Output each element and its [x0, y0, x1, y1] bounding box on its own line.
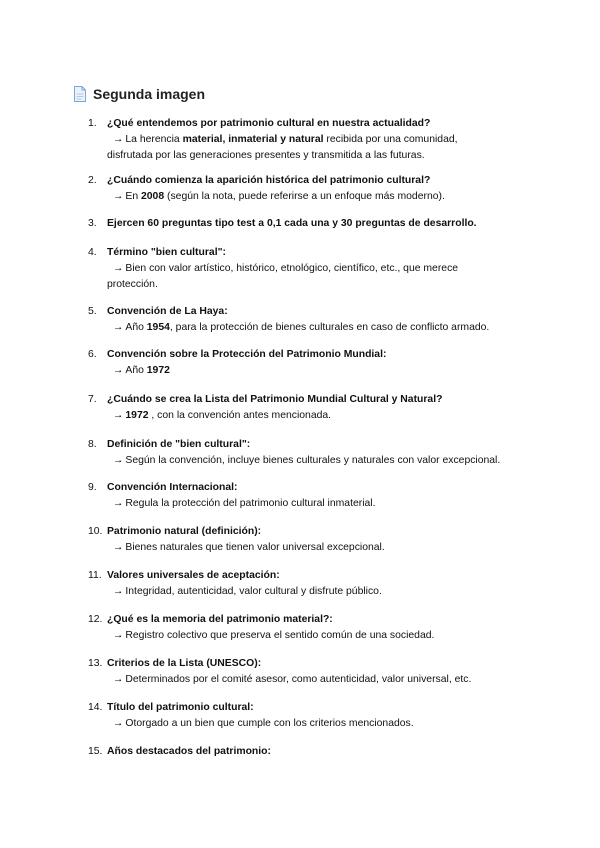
list-item	[0, 744, 460, 760]
question-text: Término "bien cultural":	[107, 247, 226, 258]
answer-segment: Otorgado a un bien que cumple con los criterios mencionados.	[125, 718, 414, 729]
answer-highlight: 1972	[146, 365, 170, 376]
answer-segment: Registro colectivo que preserva el sentido común de una sociedad.	[125, 630, 435, 641]
list-item	[0, 437, 501, 469]
item-body	[107, 304, 527, 336]
arrow-right-icon: →	[113, 191, 124, 202]
answer-text	[107, 584, 527, 600]
answer-segment: , con la convención antes mencionada.	[148, 410, 332, 421]
question-text: Valores universales de aceptación:	[107, 570, 280, 581]
answer-text	[107, 363, 527, 379]
answer-continuation: protección.	[107, 279, 158, 290]
arrow-right-icon: →	[113, 263, 124, 274]
answer-segment: Año	[125, 365, 147, 376]
arrow-right-icon: →	[113, 134, 124, 145]
item-body	[107, 437, 527, 469]
arrow-right-icon: →	[113, 365, 124, 376]
answer-text	[107, 408, 527, 424]
answer-segment: Bienes naturales que tienen valor universal excepcional.	[125, 542, 385, 553]
question-text: Convención sobre la Protección del Patrimonio Mundial:	[107, 349, 387, 360]
item-body	[107, 656, 527, 688]
item-body	[107, 612, 527, 644]
list-item	[0, 480, 460, 512]
question-text: Convención de La Haya:	[107, 306, 228, 317]
list-item	[0, 216, 477, 232]
list-item	[0, 612, 460, 644]
arrow-right-icon: →	[113, 542, 124, 553]
item-number: 3.	[88, 218, 97, 229]
item-body	[107, 700, 527, 732]
answer-segment: (según la nota, puede referirse a un enfoque más moderno).	[164, 191, 445, 202]
answer-text	[107, 189, 527, 205]
answer-segment: Determinados por el comité asesor, como autenticidad, valor universal, etc.	[125, 674, 472, 685]
answer-text	[107, 320, 527, 336]
item-number: 11.	[88, 570, 102, 581]
question-text: ¿Cuándo comienza la aparición histórica del patrimonio cultural?	[107, 175, 431, 186]
item-body	[107, 245, 527, 293]
list-item	[0, 656, 472, 688]
item-body	[107, 392, 527, 424]
answer-highlight: 1954	[146, 322, 170, 333]
item-number: 1.	[88, 118, 97, 129]
item-body	[107, 744, 527, 760]
question-text: ¿Qué entendemos por patrimonio cultural en nuestra actualidad?	[107, 118, 431, 129]
answer-text	[107, 453, 527, 469]
answer-text	[107, 261, 527, 277]
document-icon	[73, 86, 87, 102]
item-number: 2.	[88, 175, 97, 186]
answer-segment: recibida por una comunidad,	[323, 134, 458, 145]
arrow-right-icon: →	[113, 586, 124, 597]
item-body	[107, 524, 527, 556]
answer-segment: Según la convención, incluye bienes culturales y naturales con valor excepcional.	[125, 455, 501, 466]
question-text: Años destacados del patrimonio:	[107, 746, 271, 757]
question-text: Ejercen 60 preguntas tipo test a 0,1 cada una y 30 preguntas de desarrollo.	[107, 218, 477, 229]
question-text: Criterios de la Lista (UNESCO):	[107, 658, 262, 669]
arrow-right-icon: →	[113, 410, 124, 421]
answer-segment: , para la protección de bienes culturales en caso de conflicto armado.	[169, 322, 490, 333]
item-body	[107, 116, 527, 164]
answer-text	[107, 672, 527, 688]
item-number: 8.	[88, 439, 97, 450]
list-item	[0, 392, 460, 424]
list-item	[0, 524, 460, 556]
question-text: Definición de "bien cultural":	[107, 439, 251, 450]
item-number: 5.	[88, 306, 97, 317]
arrow-right-icon: →	[113, 322, 124, 333]
arrow-right-icon: →	[113, 674, 124, 685]
question-text: ¿Qué es la memoria del patrimonio material?:	[107, 614, 333, 625]
item-number: 12.	[88, 614, 103, 625]
question-text: Patrimonio natural (definición):	[107, 526, 262, 537]
list-item	[0, 700, 460, 732]
item-number: 13.	[88, 658, 103, 669]
section-heading	[73, 86, 205, 102]
item-body	[107, 173, 527, 205]
arrow-right-icon: →	[113, 498, 124, 509]
list-item	[0, 304, 490, 336]
item-body	[107, 480, 527, 512]
question-text: ¿Cuándo se crea la Lista del Patrimonio Mundial Cultural y Natural?	[107, 394, 443, 405]
list-item	[0, 173, 460, 205]
answer-segment: Año	[125, 322, 147, 333]
arrow-right-icon: →	[113, 455, 124, 466]
question-text: Convención Internacional:	[107, 482, 238, 493]
arrow-right-icon: →	[113, 718, 124, 729]
list-item	[0, 347, 460, 379]
item-number: 9.	[88, 482, 97, 493]
list-item	[0, 116, 460, 164]
item-body	[107, 568, 527, 600]
item-number: 6.	[88, 349, 97, 360]
answer-segment: Bien con valor artístico, histórico, etnológico, científico, etc., que merece	[125, 263, 459, 274]
list-item	[0, 245, 460, 293]
item-number: 4.	[88, 247, 97, 258]
answer-segment: Regula la protección del patrimonio cultural inmaterial.	[125, 498, 376, 509]
answer-text	[107, 716, 527, 732]
answer-highlight: 1972	[125, 410, 149, 421]
answer-text	[107, 132, 527, 148]
answer-highlight: material, inmaterial y natural	[182, 134, 324, 145]
answer-segment: La herencia	[125, 134, 183, 145]
item-body	[107, 347, 527, 379]
item-body	[107, 216, 527, 232]
answer-continuation: disfrutada por las generaciones presentes y transmitida a las futuras.	[107, 150, 425, 161]
page-title: Segunda imagen	[93, 86, 206, 102]
item-number: 7.	[88, 394, 97, 405]
answer-segment: En	[125, 191, 141, 202]
answer-text	[107, 496, 527, 512]
item-number: 14.	[88, 702, 103, 713]
question-text: Título del patrimonio cultural:	[107, 702, 254, 713]
answer-text	[107, 628, 527, 644]
item-number: 15.	[88, 746, 103, 757]
item-number: 10.	[88, 526, 103, 537]
answer-highlight: 2008	[141, 191, 165, 202]
list-item	[0, 568, 460, 600]
answer-segment: Integridad, autenticidad, valor cultural y disfrute público.	[125, 586, 382, 597]
answer-text	[107, 540, 527, 556]
arrow-right-icon: →	[113, 630, 124, 641]
